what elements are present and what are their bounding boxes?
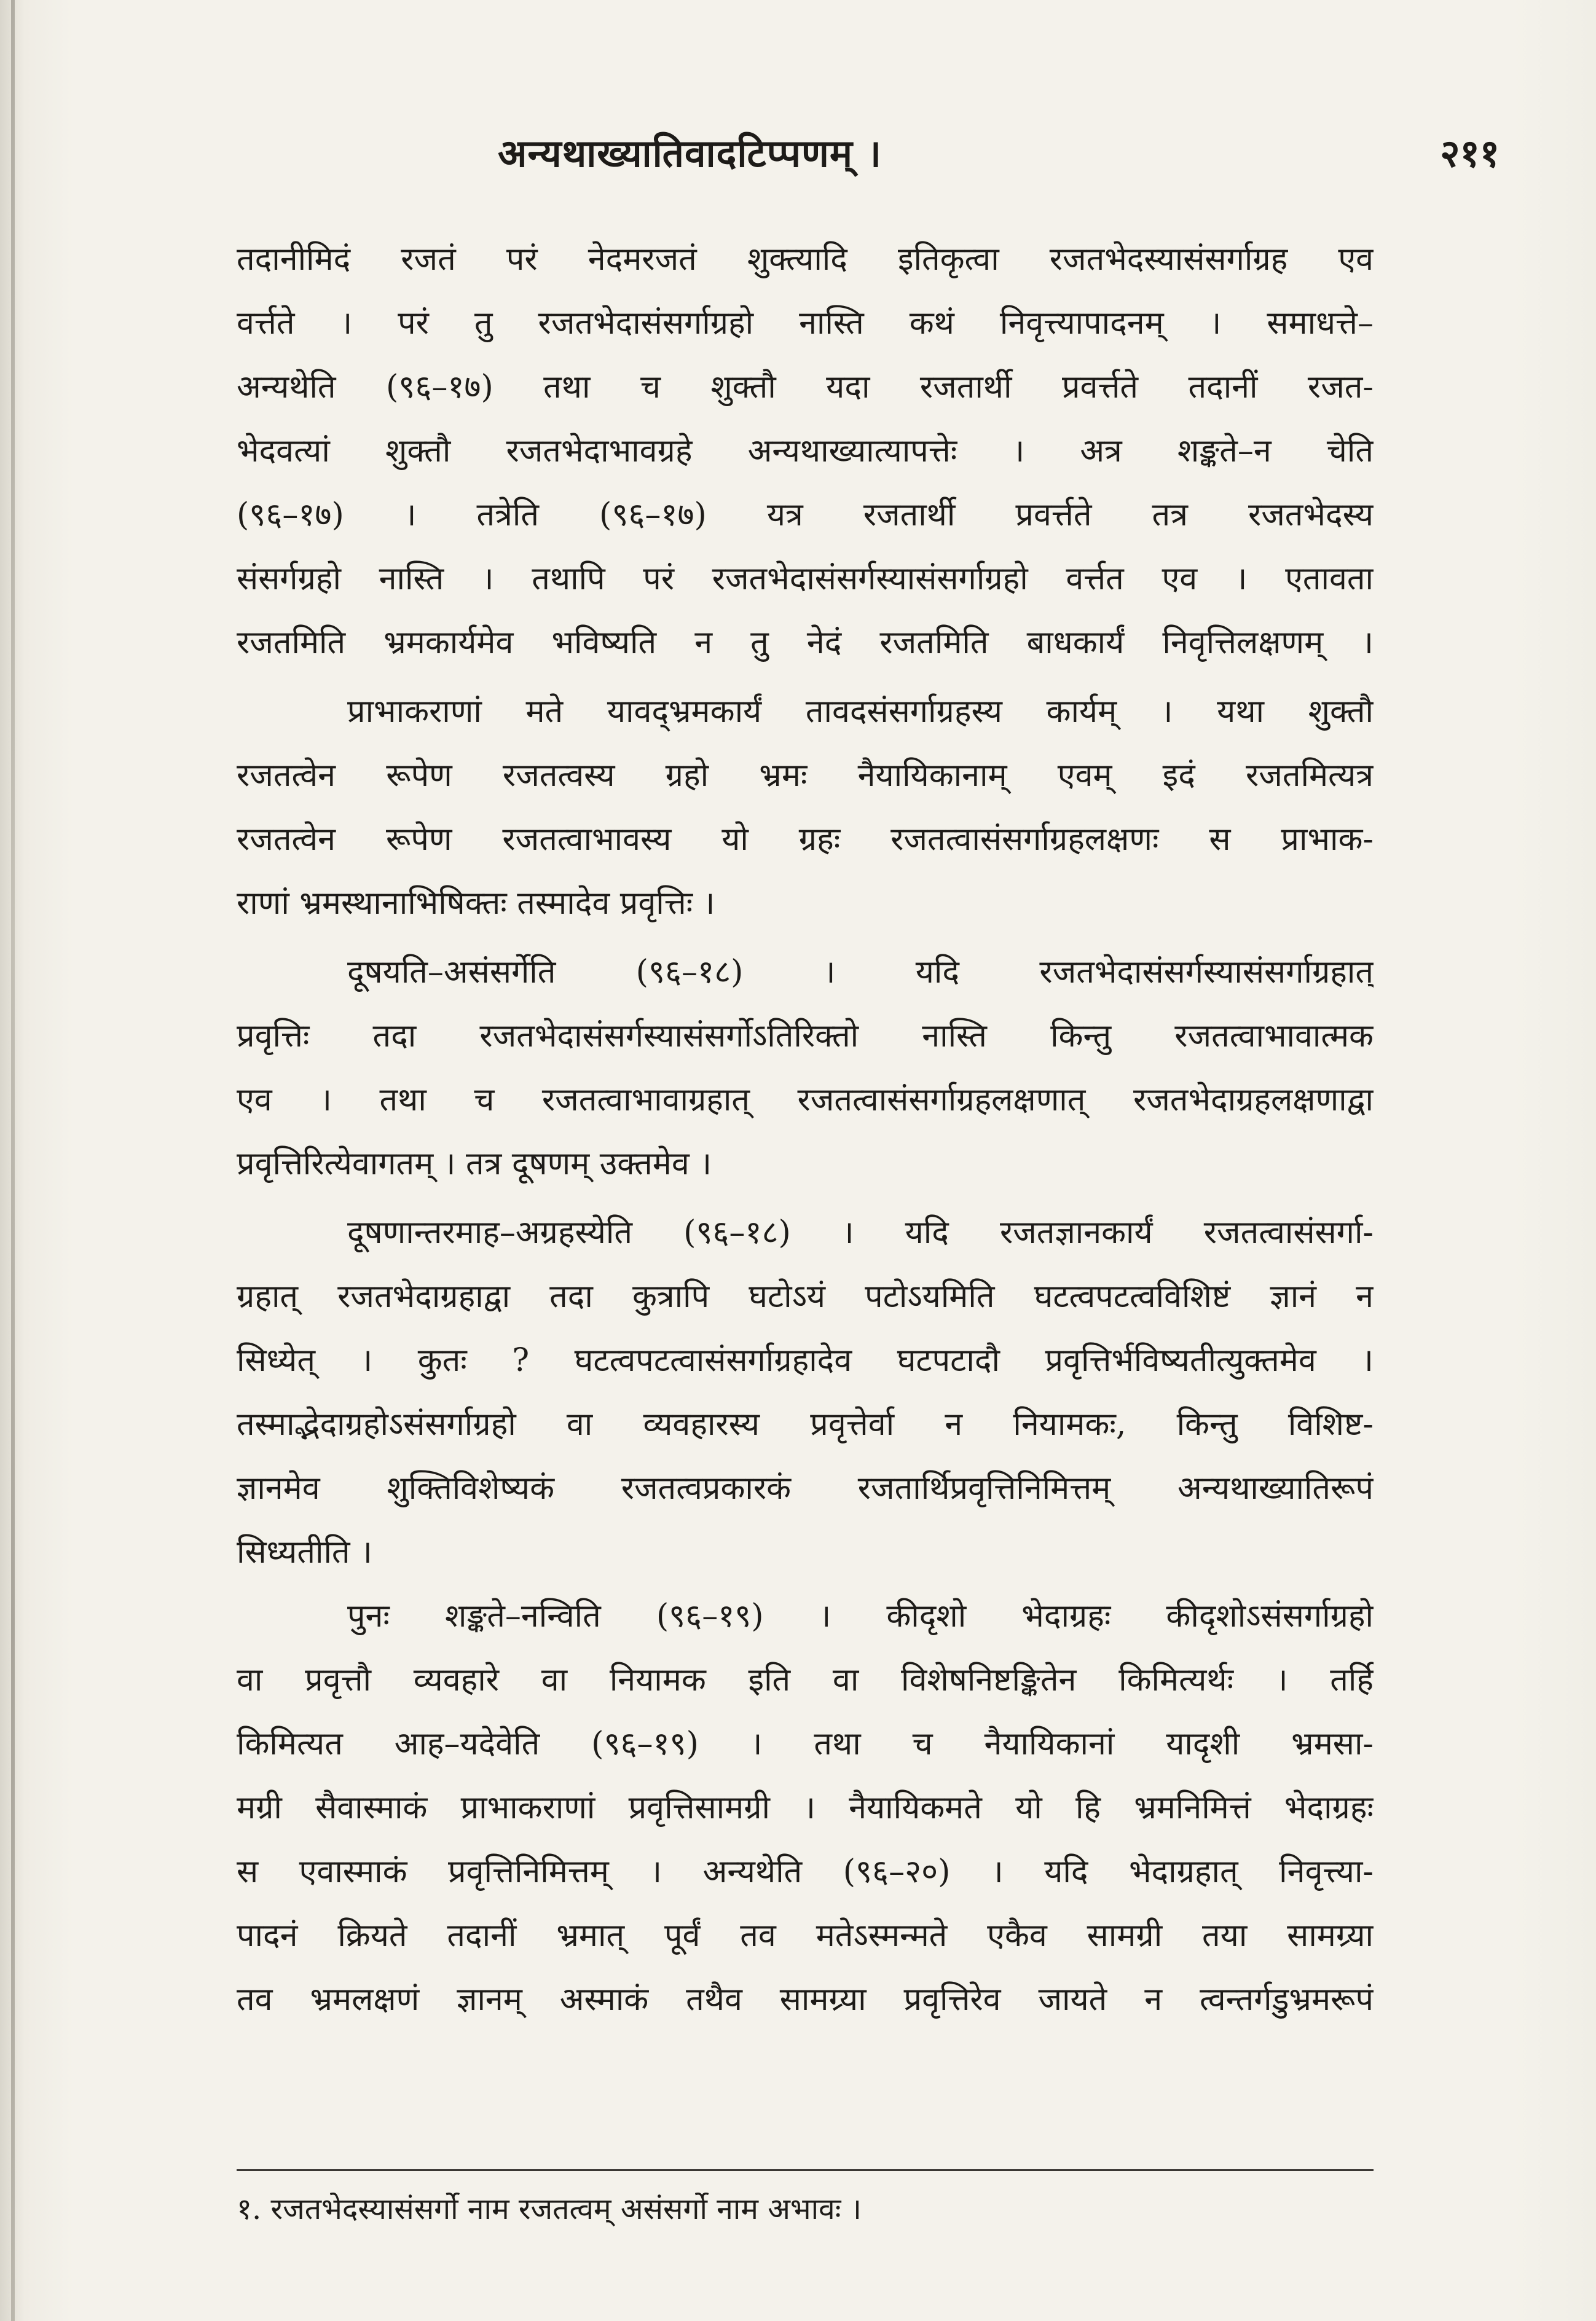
text-line: तदानीमिदं रजतं परं नेदमरजतं शुक्त्यादि इतिकृत्वा रजतभेदस्यासंसर्गाग्रह एव — [237, 241, 1374, 278]
text-line: रजतमिति भ्रमकार्यमेव भविष्यति न तु नेदं रजतमिति बाधकार्यं निवृत्तिलक्षणम् । — [237, 624, 1374, 661]
text-line: पुनः शङ्कते–नन्विति (९६–१९) । कीदृशो भेदाग्रहः कीदृशोऽसंसर्गाग्रहो — [347, 1598, 1374, 1635]
text-line: प्रवृत्तिः तदा रजतभेदासंसर्गस्यासंसर्गोऽतिरिक्तो नास्ति किन्तु रजतत्वाभावात्मक — [237, 1018, 1374, 1054]
text-line: राणां भ्रमस्थानाभिषिक्तः तस्मादेव प्रवृत्तिः । — [237, 885, 715, 922]
text-line: तव भ्रमलक्षणं ज्ञानम् अस्माकं तथैव सामग्र्या प्रवृत्तिरेव जायते न त्वन्तर्गडुभ्रमरूपं — [237, 1981, 1374, 2018]
text-line: ग्रहात् रजतभेदाग्रहाद्वा तदा कुत्रापि घटोऽयं पटोऽयमिति घटत्वपटत्वविशिष्टं ज्ञानं न — [237, 1278, 1374, 1315]
text-line: सिध्यतीति । — [237, 1534, 372, 1571]
text-line: वर्त्तते । परं तु रजतभेदासंसर्गाग्रहो नास्ति कथं निवृत्त्यापादनम् । समाधत्ते– — [237, 305, 1374, 342]
text-line: प्राभाकराणां मते यावद्भ्रमकार्यं तावदसंसर्गाग्रहस्य कार्यम् । यथा शुक्तौ — [347, 693, 1374, 730]
text-line: रजतत्वेन रूपेण रजतत्वस्य ग्रहो भ्रमः नैयायिकानाम् एवम् इदं रजतमित्यत्र — [237, 757, 1374, 794]
text-line: दूषणान्तरमाह–अग्रहस्येति (९६–१८) । यदि रजतज्ञानकार्यं रजतत्वासंसर्गा- — [347, 1214, 1374, 1251]
text-line: रजतत्वेन रूपेण रजतत्वाभावस्य यो ग्रहः रजतत्वासंसर्गाग्रहलक्षणः स प्राभाक- — [237, 821, 1374, 858]
text-line: मग्री सैवास्माकं प्राभाकराणां प्रवृत्तिसामग्री । नैयायिकमते यो हि भ्रमनिमित्तं भेदाग्रहः — [237, 1789, 1374, 1826]
text-line: संसर्गग्रहो नास्ति । तथापि परं रजतभेदासंसर्गस्यासंसर्गाग्रहो वर्त्तत एव । एतावता — [237, 560, 1374, 597]
text-line: अन्यथेति (९६–१७) तथा च शुक्तौ यदा रजतार्थी प्रवर्त्तते तदानीं रजत- — [237, 369, 1374, 406]
footnote-rule — [237, 2169, 1374, 2171]
header-title: अन्यथाख्यातिवादटिप्पणम् । — [498, 131, 883, 176]
text-line: सिध्येत् । कुतः ? घटत्वपटत्वासंसर्गाग्रहादेव घटपटादौ प्रवृत्तिर्भविष्यतीत्युक्तमेव । — [237, 1342, 1374, 1379]
running-head — [221, 123, 1512, 190]
text-line: ज्ञानमेव शुक्तिविशेष्यकं रजतत्वप्रकारकं रजतार्थिप्रवृत्तिनिमित्तम् अन्यथाख्यातिरूपं — [237, 1470, 1374, 1507]
text-line: एव । तथा च रजतत्वाभावाग्रहात् रजतत्वासंसर्गाग्रहलक्षणात् रजतभेदाग्रहलक्षणाद्वा — [237, 1082, 1374, 1118]
page-binding-edge — [11, 0, 15, 2321]
text-line: दूषयति–असंसर्गेति (९६–१८) । यदि रजतभेदासंसर्गस्यासंसर्गाग्रहात् — [347, 954, 1374, 991]
page-number: २११ — [1440, 131, 1500, 176]
text-line: पादनं क्रियते तदानीं भ्रमात् पूर्वं तव मतेऽस्मन्मते एकैव सामग्री तया सामग्र्या — [237, 1917, 1374, 1954]
commentary-body — [237, 227, 1374, 2032]
text-line: तस्माद्भेदाग्रहोऽसंसर्गाग्रहो वा व्यवहारस्य प्रवृत्तेर्वा न नियामकः, किन्तु विशिष्ट- — [237, 1406, 1374, 1443]
text-line: भेदवत्यां शुक्तौ रजतभेदाभावग्रहे अन्यथाख्यात्यापत्तेः । अत्र शङ्कते–न चेति — [237, 433, 1374, 469]
text-line: किमित्यत आह–यदेवेति (९६–१९) । तथा च नैयायिकानां यादृशी भ्रमसा- — [237, 1726, 1374, 1762]
footnote: १. रजतभेदस्यासंसर्गो नाम रजतत्वम् असंसर्गो नाम अभावः । — [237, 2192, 862, 2226]
text-line: स एवास्माकं प्रवृत्तिनिमित्तम् । अन्यथेति (९६–२०) । यदि भेदाग्रहात् निवृत्त्या- — [237, 1853, 1374, 1890]
text-line: (९६–१७) । तत्रेति (९६–१७) यत्र रजतार्थी प्रवर्त्तते तत्र रजतभेदस्य — [237, 497, 1374, 533]
text-line: वा प्रवृत्तौ व्यवहारे वा नियामक इति वा विशेषनिष्टङ्कितेन किमित्यर्थः । तर्हि — [237, 1662, 1374, 1699]
text-line: प्रवृत्तिरित्येवागतम् । तत्र दूषणम् उक्तमेव । — [237, 1145, 712, 1182]
